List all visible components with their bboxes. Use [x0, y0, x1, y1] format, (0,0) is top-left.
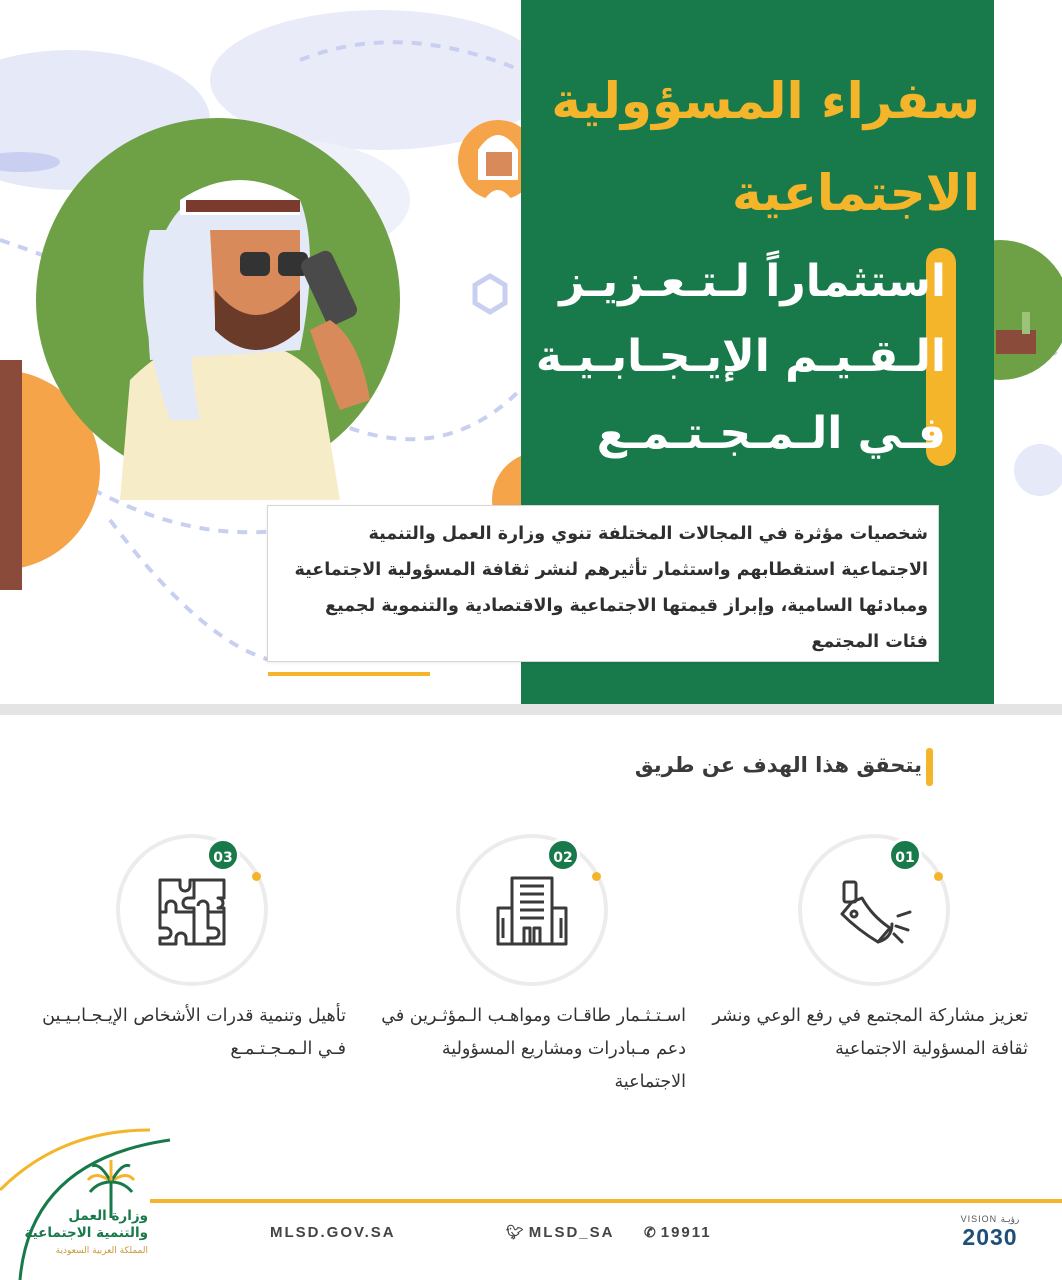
- step-01: [708, 830, 1038, 1100]
- vision-2030-logo: [955, 1214, 1025, 1249]
- hero-subtitle-line-2: الـقـيـم الإيـجـابـيـة: [535, 331, 946, 382]
- hero-title-line-1: سفراء المسؤولية: [551, 72, 980, 130]
- twitter-link[interactable]: [506, 1224, 614, 1241]
- step-circle: [456, 834, 608, 986]
- vision-label: VISION رؤيـة: [960, 1214, 1020, 1224]
- step-02: [366, 830, 696, 1100]
- step-description: اسـتـثـمار طاقـات ومواهـب الـمؤثـرين في دعم مـبادرات ومشاريع المسؤولية الاجتماعية: [381, 1006, 686, 1092]
- step-number-badge: 03: [206, 838, 240, 872]
- website-text: MLSD.GOV.SA: [270, 1224, 396, 1241]
- step-accent-dot: [592, 872, 601, 881]
- section-title: يتحقق هذا الهدف عن طريق: [634, 753, 922, 777]
- hero-subtitle-line-3: فـي الـمـجـتـمـع: [596, 408, 946, 459]
- step-description: تأهيل وتنمية قدرات الأشخاص الإيـجـابـيـين فـي الـمـجـتـمـع: [42, 1006, 346, 1059]
- ministry-country: المملكة العربية السعودية: [55, 1246, 148, 1256]
- hero-description: شخصيات مؤثرة في المجالات المختلفة تنوي وزارة العمل والتنمية الاجتماعية استقطابهم واستثمار تأثيرهم لنشر ثقافة المسؤولية الاجتماعية ومبادئها السامية، وإبراز قيمتها الاجتماعية والاقتصادية والتنموية لجميع فئات المجتمع: [267, 505, 939, 662]
- megaphone-icon: [832, 868, 916, 952]
- building-icon: [490, 868, 574, 952]
- hero-title-line-2: الاجتماعية: [732, 164, 980, 222]
- step-number-badge: 02: [546, 838, 580, 872]
- ministry-logo: [8, 1208, 148, 1258]
- phone-number[interactable]: [644, 1224, 712, 1241]
- description-underline: [268, 672, 430, 676]
- ministry-name-line-1: وزارة العمل: [68, 1208, 148, 1224]
- twitter-icon: 🐦︎: [506, 1224, 526, 1240]
- step-number-badge: 01: [888, 838, 922, 872]
- hero-subtitle-line-1: استثماراً لـتـعـزيـز: [559, 256, 946, 307]
- twitter-handle: MLSD_SA: [528, 1224, 615, 1241]
- puzzle-icon: [150, 868, 234, 952]
- step-accent-dot: [934, 872, 943, 881]
- step-description: تعزيز مشاركة المجتمع في رفع الوعي ونشر ثقافة المسؤولية الاجتماعية: [712, 1006, 1028, 1059]
- step-circle: [798, 834, 950, 986]
- website-link[interactable]: [270, 1224, 396, 1241]
- phone-text: 19911: [660, 1224, 712, 1241]
- step-accent-dot: [252, 872, 261, 881]
- footer-yellow-line: [150, 1199, 1062, 1203]
- step-03: [26, 830, 356, 1100]
- footer: [0, 1120, 1062, 1280]
- phone-icon: ✆: [644, 1224, 658, 1240]
- section-title-bar: [926, 748, 933, 786]
- vision-year: 2030: [962, 1224, 1018, 1250]
- section-divider: [0, 704, 1062, 715]
- ministry-name-line-2: والتنمية الاجتماعية: [24, 1225, 148, 1241]
- step-circle: [116, 834, 268, 986]
